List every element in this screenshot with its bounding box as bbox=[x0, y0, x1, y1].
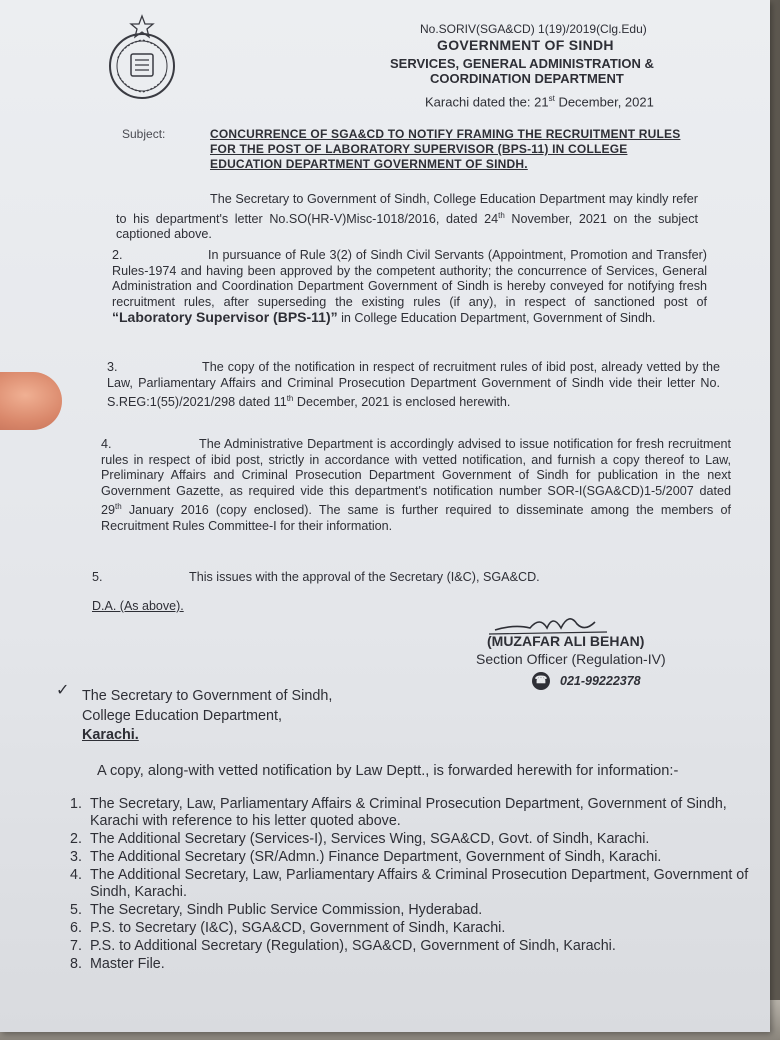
subject-text: CONCURRENCE OF SGA&CD TO NOTIFY FRAMING THE RECRUITMENT RULES FOR THE POST OF LABORATORY SUPERVISOR (BPS-11) IN COLLEGE EDUCATION DEPARTMENT GOVERNMENT OF SINDH. bbox=[210, 127, 681, 171]
list-item: 6. P.S. to Secretary (I&C), SGA&CD, Government of Sindh, Karachi. bbox=[70, 920, 506, 936]
paragraph-2: 2. In pursuance of Rule 3(2) of Sindh Civil Servants (Appointment, Promotion and Transfer) Rules-1974 and having been approved by the competent authority; the concurrence of Services, General Administration and Coordination Department Government of Sindh is hereby conveyed for notifying fresh recruitment rules, after superseding the existing rules (if any), in respect of sanctioned post of “Laboratory Supervisor (BPS-11)” in College Education Department, Government of Sindh. bbox=[112, 248, 707, 325]
list-item: 4. The Additional Secretary, Law, Parliamentary Affairs & Criminal Prosecution Department, Government of Sindh, Karachi. bbox=[70, 867, 749, 900]
government-seal-icon bbox=[104, 14, 180, 100]
list-item: 5. The Secretary, Sindh Public Service Commission, Hyderabad. bbox=[70, 902, 483, 918]
list-item: 2. The Additional Secretary (Services-I), Services Wing, SGA&CD, Govt. of Sindh, Karachi. bbox=[70, 831, 650, 847]
paragraph-4: 4. The Administrative Department is accordingly advised to issue notification for fresh recruitment rules in respect of ibid post, strictly in accordance with vetted notification, and furnish a copy thereof to Law, Preliminary Affairs and Criminal Prosecution Department Government of Sindh for publication in the next Government Gazette, as required vide this department's notification number SOR-I(SGA&CD)1-5/2007 dated 29th January 2016 (copy enclosed). The same is further required to disseminate among the members of Recruitment Rules Committee-I for their information. bbox=[101, 437, 731, 533]
paragraph-3: 3. The copy of the notification in respect of recruitment rules of ibid post, already vetted by the Law, Parliamentary Affairs and Criminal Prosecution Department Government of Sindh vide their letter No. S.REG:1(55)/2021/298 dated 11th December, 2021 is enclosed herewith. bbox=[107, 360, 720, 410]
department-line-2: COORDINATION DEPARTMENT bbox=[430, 71, 624, 86]
addressee-line-1: The Secretary to Government of Sindh, bbox=[82, 688, 333, 704]
signatory-phone: ☎ 021-99222378 bbox=[532, 672, 641, 690]
phone-icon: ☎ bbox=[532, 672, 550, 690]
checkmark-icon: ✓ bbox=[56, 682, 70, 699]
list-item: 3. The Additional Secretary (SR/Admn.) Finance Department, Government of Sindh, Karachi. bbox=[70, 849, 662, 865]
government-title: GOVERNMENT OF SINDH bbox=[437, 37, 614, 53]
copy-list bbox=[70, 796, 770, 974]
addressee-line-3: Karachi. bbox=[82, 727, 139, 743]
department-line-1: SERVICES, GENERAL ADMINISTRATION & bbox=[390, 56, 654, 71]
signatory-title: Section Officer (Regulation-IV) bbox=[476, 651, 666, 667]
letter-date: Karachi dated the: 21st December, 2021 bbox=[425, 94, 654, 110]
reference-number: No.SORIV(SGA&CD) 1(19)/2019(Clg.Edu) bbox=[420, 22, 647, 36]
da-enclosure: D.A. (As above). bbox=[92, 599, 184, 613]
list-item: 7. P.S. to Additional Secretary (Regulation), SGA&CD, Government of Sindh, Karachi. bbox=[70, 938, 616, 954]
list-item: 8. Master File. bbox=[70, 956, 165, 972]
thumb-overlay bbox=[0, 372, 62, 430]
addressee-line-2: College Education Department, bbox=[82, 708, 282, 724]
list-item: 1. The Secretary, Law, Parliamentary Affairs & Criminal Prosecution Department, Government of Sindh, Karachi with reference to his letter quoted above. bbox=[70, 796, 727, 829]
subject-label: Subject: bbox=[122, 127, 166, 141]
paragraph-1: The Secretary to Government of Sindh, College Education Department may kindly refer to his department's letter No.SO(HR-V)Misc-1018/2016, dated 24th November, 2021 on the subject captioned above. bbox=[116, 192, 698, 242]
copy-forward-line: A copy, along-with vetted notification by Law Deptt., is forwarded herewith for information:- bbox=[97, 763, 679, 779]
paragraph-5: 5. This issues with the approval of the Secretary (I&C), SGA&CD. bbox=[92, 570, 540, 584]
signatory-name: (MUZAFAR ALI BEHAN) bbox=[487, 633, 645, 649]
